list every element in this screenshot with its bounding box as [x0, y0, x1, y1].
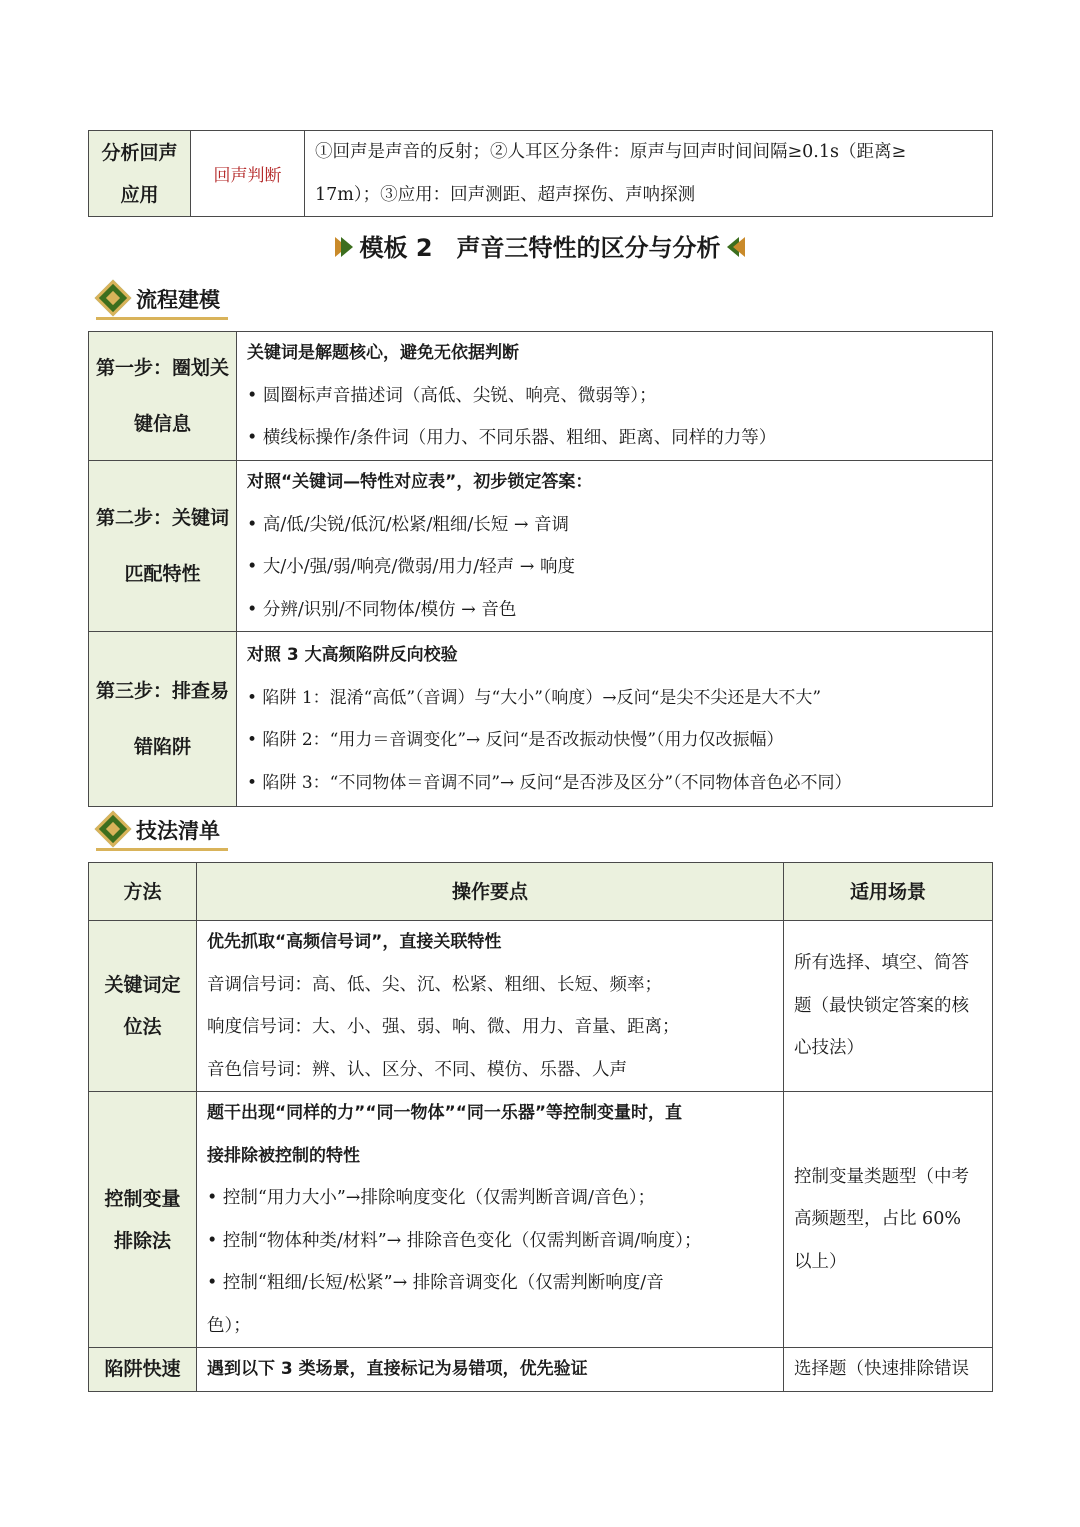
- list-item: • 陷阱 3：“不同物体＝音调不同”→ 反问“是否涉及区分”（不同物体音色必不同）: [247, 772, 852, 793]
- diamond-icon: [95, 811, 132, 848]
- column-header: 操作要点: [197, 863, 784, 921]
- step-lead: 对照 3 大高频陷阱反向校验: [247, 645, 458, 665]
- method-cell: [89, 921, 197, 1092]
- method-lead: 优先抓取“高频信号词”，直接关联特性: [207, 932, 502, 952]
- scene-text: 题（最快锁定答案的核: [794, 995, 969, 1016]
- step-lead: 对照“关键词—特性对应表”，初步锁定答案：: [247, 472, 593, 492]
- step-name: 匹配特性: [124, 563, 201, 585]
- list-item: 响度信号词：大、小、强、弱、响、微、用力、音量、距离；: [207, 1017, 680, 1037]
- list-item: • 控制“粗细/长短/松紧”→ 排除音调变化（仅需判断响度/音: [207, 1273, 664, 1293]
- echo-line-2: 17m）；③应用：回声测距、超声探伤、声呐探测: [315, 184, 696, 205]
- step-name: 错陷阱: [133, 736, 191, 758]
- column-header: 方法: [89, 863, 197, 921]
- step-name: 第三步：排查易: [95, 680, 229, 702]
- scene-text: 心技法）: [794, 1038, 864, 1059]
- method-content: [197, 921, 784, 1092]
- table-row: [89, 632, 993, 807]
- method-name: 排除法: [113, 1229, 171, 1252]
- process-table: [88, 331, 993, 807]
- section-underline: [96, 848, 228, 851]
- method-content: [197, 1348, 784, 1392]
- echo-category-cell: [89, 131, 191, 217]
- arrow-right-icon: [341, 237, 353, 257]
- list-item: 音色信号词：辨、认、区分、不同、模仿、乐器、人声: [207, 1059, 627, 1080]
- step-content: [237, 461, 993, 632]
- template-title: 模板 2 声音三特性的区分与分析: [359, 234, 721, 262]
- step-name-cell: [89, 632, 237, 807]
- echo-type: 回声判断: [191, 131, 305, 217]
- step-name-cell: [89, 461, 237, 632]
- step-name: 键信息: [133, 413, 191, 435]
- scene-text: 高频题型，占比 60%: [794, 1209, 961, 1230]
- list-item: • 圆圈标声音描述词（高低、尖锐、响亮、微弱等）；: [247, 385, 657, 406]
- section-underline: [96, 317, 228, 320]
- table-row: [89, 1092, 993, 1348]
- list-item: • 大/小/强/弱/响亮/微弱/用力/轻声 → 响度: [247, 557, 575, 577]
- step-content: [237, 332, 993, 461]
- scene-cell: [784, 921, 993, 1092]
- method-lead: 接排除被控制的特性: [207, 1145, 360, 1166]
- method-lead: 题干出现“同样的力”“同一物体”“同一乐器”等控制变量时，直: [207, 1103, 683, 1123]
- template-title-bar: [0, 230, 1080, 266]
- echo-table: [88, 130, 993, 217]
- step-name-cell: [89, 332, 237, 461]
- list-item: 色）；: [207, 1315, 251, 1336]
- scene-text: 以上）: [794, 1251, 847, 1272]
- method-content: [197, 1092, 784, 1348]
- method-lead: 遇到以下 3 类场景，直接标记为易错项，优先验证: [207, 1359, 588, 1379]
- scene-text: 选择题（快速排除错误: [794, 1359, 969, 1379]
- arrow-left-icon: [733, 237, 745, 257]
- table-row: [89, 921, 993, 1092]
- echo-content-cell: [305, 131, 993, 217]
- table-row: [89, 1348, 993, 1392]
- column-header: 适用场景: [784, 863, 993, 921]
- step-name: 第二步：关键词: [95, 507, 229, 529]
- techniques-table: [88, 862, 993, 1392]
- scene-cell: [784, 1348, 993, 1392]
- echo-category: 分析回声应用: [101, 141, 178, 206]
- list-item: 音调信号词：高、低、尖、沉、松紧、粗细、长短、频率；: [207, 974, 662, 995]
- scene-cell: [784, 1092, 993, 1348]
- table-header-row: [89, 863, 993, 921]
- method-name: 控制变量: [104, 1187, 181, 1210]
- method-cell: [89, 1092, 197, 1348]
- method-name: 位法: [123, 1016, 162, 1038]
- method-name: 陷阱快速: [104, 1358, 181, 1381]
- section-title: 技法清单: [136, 819, 220, 843]
- table-row: [89, 332, 993, 461]
- section-title: 流程建模: [136, 288, 220, 312]
- table-row: [89, 461, 993, 632]
- method-name: 关键词定: [104, 974, 181, 996]
- diamond-icon: [95, 280, 132, 317]
- scene-text: 所有选择、填空、简答: [794, 953, 969, 974]
- list-item: • 控制“物体种类/材料”→ 排除音色变化（仅需判断音调/响度）；: [207, 1230, 702, 1251]
- step-content: [237, 632, 993, 807]
- list-item: • 控制“用力大小”→排除响度变化（仅需判断音调/音色）；: [207, 1188, 656, 1208]
- list-item: • 分辨/识别/不同物体/模仿 → 音色: [247, 599, 517, 620]
- method-cell: [89, 1348, 197, 1392]
- step-lead: 关键词是解题核心，避免无依据判断: [247, 343, 519, 364]
- echo-line-1: ①回声是声音的反射；②人耳区分条件：原声与回声时间间隔≥0.1s（距离≥: [315, 142, 907, 162]
- scene-text: 控制变量类题型（中考: [794, 1166, 969, 1187]
- step-name: 第一步：圈划关: [95, 357, 229, 379]
- list-item: • 高/低/尖锐/低沉/松紧/粗细/长短 → 音调: [247, 514, 570, 535]
- list-item: • 横线标操作/条件词（用力、不同乐器、粗细、距离、同样的力等）: [247, 428, 777, 449]
- list-item: • 陷阱 2：“用力＝音调变化”→ 反问“是否改振动快慢”（用力仅改振幅）: [247, 730, 784, 750]
- table-row: [89, 131, 993, 217]
- list-item: • 陷阱 1：混淆“高低”（音调）与“大小”（响度）→反问“是尖不尖还是大不大”: [247, 687, 822, 708]
